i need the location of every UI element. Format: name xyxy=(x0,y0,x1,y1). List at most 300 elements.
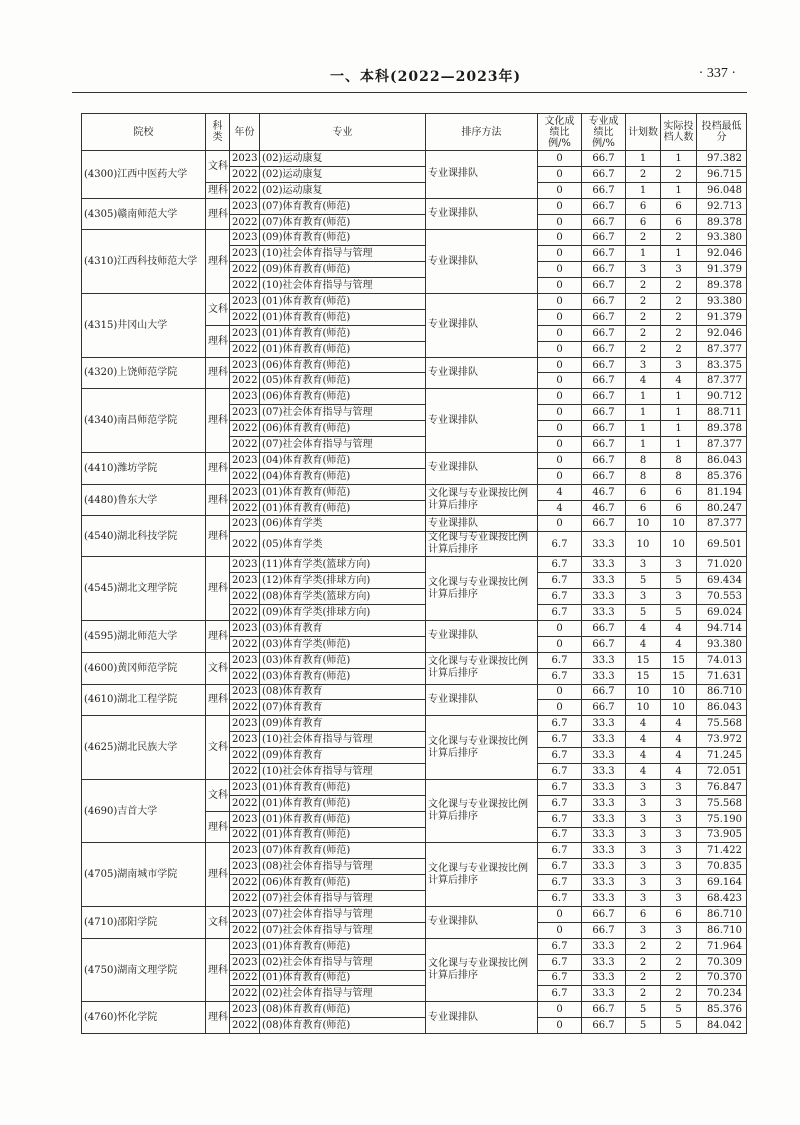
major-cell: (07)社会体育指导与管理 xyxy=(260,891,426,907)
sort-method-cell: 文化课与专业课按比例计算后排序 xyxy=(426,532,538,557)
col-header: 文化成绩比例/% xyxy=(538,114,582,151)
actual-count-cell: 6 xyxy=(661,214,697,230)
major-ratio-cell: 33.3 xyxy=(582,954,626,970)
plan-count-cell: 3 xyxy=(626,827,661,843)
actual-count-cell: 2 xyxy=(661,986,697,1002)
major-ratio-cell: 66.7 xyxy=(582,389,626,405)
actual-count-cell: 2 xyxy=(661,294,697,310)
min-score-cell: 96.715 xyxy=(697,166,747,182)
year-cell: 2023 xyxy=(230,389,260,405)
actual-count-cell: 2 xyxy=(661,278,697,294)
min-score-cell: 92.046 xyxy=(697,325,747,341)
min-score-cell: 69.164 xyxy=(697,875,747,891)
major-cell: (01)体育教育(师范) xyxy=(260,484,426,500)
major-cell: (06)体育教育(师范) xyxy=(260,357,426,373)
major-ratio-cell: 66.7 xyxy=(582,437,626,453)
year-cell: 2022 xyxy=(230,827,260,843)
plan-count-cell: 4 xyxy=(626,716,661,732)
year-cell: 2023 xyxy=(230,620,260,636)
min-score-cell: 74.013 xyxy=(697,652,747,668)
major-ratio-cell: 33.3 xyxy=(582,779,626,795)
plan-count-cell: 3 xyxy=(626,811,661,827)
actual-count-cell: 8 xyxy=(661,452,697,468)
culture-ratio-cell: 0 xyxy=(538,684,582,700)
sort-method-cell: 专业课排队 xyxy=(426,357,538,389)
sort-method-cell: 专业课排队 xyxy=(426,452,538,484)
culture-ratio-cell: 0 xyxy=(538,1002,582,1018)
col-header: 科类 xyxy=(206,114,230,151)
year-cell: 2022 xyxy=(230,373,260,389)
plan-count-cell: 3 xyxy=(626,357,661,373)
culture-ratio-cell: 6.7 xyxy=(538,763,582,779)
major-cell: (11)体育学类(篮球方向) xyxy=(260,557,426,573)
year-cell: 2022 xyxy=(230,421,260,437)
plan-count-cell: 1 xyxy=(626,151,661,167)
year-cell: 2023 xyxy=(230,843,260,859)
culture-ratio-cell: 6.7 xyxy=(538,875,582,891)
major-cell: (10)社会体育指导与管理 xyxy=(260,732,426,748)
year-cell: 2022 xyxy=(230,166,260,182)
min-score-cell: 76.847 xyxy=(697,779,747,795)
major-cell: (07)社会体育指导与管理 xyxy=(260,405,426,421)
sort-method-cell: 专业课排队 xyxy=(426,230,538,294)
actual-count-cell: 10 xyxy=(661,700,697,716)
school-cell: (4610)湖北工程学院 xyxy=(82,684,206,716)
actual-count-cell: 1 xyxy=(661,389,697,405)
major-ratio-cell: 66.7 xyxy=(582,452,626,468)
year-cell: 2022 xyxy=(230,1018,260,1034)
plan-count-cell: 3 xyxy=(626,262,661,278)
min-score-cell: 89.378 xyxy=(697,278,747,294)
min-score-cell: 80.247 xyxy=(697,500,747,516)
year-cell: 2023 xyxy=(230,938,260,954)
major-cell: (07)体育教育(师范) xyxy=(260,198,426,214)
category-cell: 理科 xyxy=(206,325,230,357)
category-cell: 理科 xyxy=(206,1002,230,1034)
min-score-cell: 87.377 xyxy=(697,341,747,357)
culture-ratio-cell: 0 xyxy=(538,421,582,437)
major-cell: (03)体育教育(师范) xyxy=(260,668,426,684)
school-cell: (4480)鲁东大学 xyxy=(82,484,206,516)
major-ratio-cell: 66.7 xyxy=(582,373,626,389)
min-score-cell: 73.972 xyxy=(697,732,747,748)
table-header-row xyxy=(82,114,747,151)
category-cell: 文科 xyxy=(206,716,230,780)
min-score-cell: 70.234 xyxy=(697,986,747,1002)
min-score-cell: 93.380 xyxy=(697,230,747,246)
actual-count-cell: 3 xyxy=(661,827,697,843)
min-score-cell: 89.378 xyxy=(697,214,747,230)
actual-count-cell: 1 xyxy=(661,151,697,167)
major-ratio-cell: 33.3 xyxy=(582,605,626,621)
actual-count-cell: 2 xyxy=(661,341,697,357)
actual-count-cell: 4 xyxy=(661,373,697,389)
actual-count-cell: 6 xyxy=(661,906,697,922)
school-cell: (4750)湖南文理学院 xyxy=(82,938,206,1002)
actual-count-cell: 2 xyxy=(661,230,697,246)
col-header: 院校 xyxy=(82,114,206,151)
min-score-cell: 69.501 xyxy=(697,532,747,557)
major-cell: (08)体育教育(师范) xyxy=(260,1002,426,1018)
major-cell: (07)社会体育指导与管理 xyxy=(260,437,426,453)
actual-count-cell: 3 xyxy=(661,589,697,605)
year-cell: 2023 xyxy=(230,1002,260,1018)
major-cell: (04)体育教育(师范) xyxy=(260,452,426,468)
min-score-cell: 87.377 xyxy=(697,516,747,532)
plan-count-cell: 1 xyxy=(626,405,661,421)
min-score-cell: 70.370 xyxy=(697,970,747,986)
culture-ratio-cell: 6.7 xyxy=(538,605,582,621)
min-score-cell: 71.245 xyxy=(697,748,747,764)
min-score-cell: 86.710 xyxy=(697,922,747,938)
major-cell: (06)体育教育(师范) xyxy=(260,389,426,405)
table-row xyxy=(82,716,747,732)
major-cell: (09)体育教育 xyxy=(260,748,426,764)
culture-ratio-cell: 0 xyxy=(538,198,582,214)
plan-count-cell: 2 xyxy=(626,278,661,294)
min-score-cell: 71.422 xyxy=(697,843,747,859)
min-score-cell: 81.194 xyxy=(697,484,747,500)
actual-count-cell: 3 xyxy=(661,859,697,875)
school-cell: (4595)湖北师范大学 xyxy=(82,620,206,652)
major-cell: (02)运动康复 xyxy=(260,182,426,198)
year-cell: 2022 xyxy=(230,437,260,453)
major-ratio-cell: 33.3 xyxy=(582,763,626,779)
year-cell: 2022 xyxy=(230,636,260,652)
actual-count-cell: 5 xyxy=(661,1002,697,1018)
min-score-cell: 70.553 xyxy=(697,589,747,605)
major-ratio-cell: 33.3 xyxy=(582,732,626,748)
culture-ratio-cell: 0 xyxy=(538,357,582,373)
year-cell: 2022 xyxy=(230,875,260,891)
major-ratio-cell: 66.7 xyxy=(582,294,626,310)
culture-ratio-cell: 0 xyxy=(538,246,582,262)
major-cell: (05)体育学类 xyxy=(260,532,426,557)
sort-method-cell: 文化课与专业课按比例计算后排序 xyxy=(426,716,538,780)
plan-count-cell: 1 xyxy=(626,389,661,405)
plan-count-cell: 4 xyxy=(626,636,661,652)
major-ratio-cell: 33.3 xyxy=(582,875,626,891)
min-score-cell: 97.382 xyxy=(697,151,747,167)
culture-ratio-cell: 6.7 xyxy=(538,891,582,907)
year-cell: 2023 xyxy=(230,954,260,970)
actual-count-cell: 2 xyxy=(661,166,697,182)
culture-ratio-cell: 0 xyxy=(538,437,582,453)
table-row xyxy=(82,230,747,246)
major-cell: (09)体育教育 xyxy=(260,716,426,732)
min-score-cell: 93.380 xyxy=(697,636,747,652)
category-cell: 理科 xyxy=(206,484,230,516)
year-cell: 2023 xyxy=(230,294,260,310)
plan-count-cell: 2 xyxy=(626,970,661,986)
major-ratio-cell: 66.7 xyxy=(582,357,626,373)
category-cell: 理科 xyxy=(206,684,230,716)
major-ratio-cell: 66.7 xyxy=(582,182,626,198)
min-score-cell: 90.712 xyxy=(697,389,747,405)
year-cell: 2022 xyxy=(230,500,260,516)
major-cell: (09)体育教育(师范) xyxy=(260,262,426,278)
major-cell: (09)体育教育(师范) xyxy=(260,230,426,246)
culture-ratio-cell: 6.7 xyxy=(538,827,582,843)
actual-count-cell: 1 xyxy=(661,437,697,453)
actual-count-cell: 5 xyxy=(661,573,697,589)
major-cell: (08)体育教育 xyxy=(260,684,426,700)
culture-ratio-cell: 0 xyxy=(538,278,582,294)
actual-count-cell: 5 xyxy=(661,605,697,621)
major-ratio-cell: 66.7 xyxy=(582,325,626,341)
culture-ratio-cell: 6.7 xyxy=(538,795,582,811)
culture-ratio-cell: 6.7 xyxy=(538,668,582,684)
culture-ratio-cell: 0 xyxy=(538,620,582,636)
school-cell: (4545)湖北文理学院 xyxy=(82,557,206,621)
year-cell: 2022 xyxy=(230,341,260,357)
major-cell: (01)体育教育(师范) xyxy=(260,795,426,811)
culture-ratio-cell: 6.7 xyxy=(538,716,582,732)
plan-count-cell: 5 xyxy=(626,1018,661,1034)
major-cell: (01)体育教育(师范) xyxy=(260,309,426,325)
category-cell: 理科 xyxy=(206,182,230,198)
major-ratio-cell: 66.7 xyxy=(582,636,626,652)
major-cell: (01)体育教育(师范) xyxy=(260,970,426,986)
culture-ratio-cell: 0 xyxy=(538,151,582,167)
school-cell: (4315)井冈山大学 xyxy=(82,294,206,358)
major-ratio-cell: 33.3 xyxy=(582,811,626,827)
culture-ratio-cell: 0 xyxy=(538,166,582,182)
category-cell: 文科 xyxy=(206,294,230,326)
major-ratio-cell: 33.3 xyxy=(582,573,626,589)
plan-count-cell: 1 xyxy=(626,421,661,437)
sort-method-cell: 专业课排队 xyxy=(426,151,538,199)
min-score-cell: 91.379 xyxy=(697,309,747,325)
major-ratio-cell: 66.7 xyxy=(582,922,626,938)
min-score-cell: 92.046 xyxy=(697,246,747,262)
culture-ratio-cell: 4 xyxy=(538,500,582,516)
col-header: 排序方法 xyxy=(426,114,538,151)
actual-count-cell: 4 xyxy=(661,732,697,748)
year-cell: 2023 xyxy=(230,716,260,732)
min-score-cell: 85.376 xyxy=(697,468,747,484)
col-header: 专业 xyxy=(260,114,426,151)
plan-count-cell: 4 xyxy=(626,373,661,389)
major-ratio-cell: 66.7 xyxy=(582,700,626,716)
actual-count-cell: 1 xyxy=(661,246,697,262)
culture-ratio-cell: 6.7 xyxy=(538,970,582,986)
table-row xyxy=(82,843,747,859)
actual-count-cell: 4 xyxy=(661,620,697,636)
table-row xyxy=(82,652,747,668)
school-cell: (4540)湖北科技学院 xyxy=(82,516,206,557)
culture-ratio-cell: 6.7 xyxy=(538,843,582,859)
year-cell: 2022 xyxy=(230,468,260,484)
min-score-cell: 68.423 xyxy=(697,891,747,907)
culture-ratio-cell: 0 xyxy=(538,262,582,278)
min-score-cell: 84.042 xyxy=(697,1018,747,1034)
major-ratio-cell: 46.7 xyxy=(582,500,626,516)
year-cell: 2023 xyxy=(230,811,260,827)
min-score-cell: 96.048 xyxy=(697,182,747,198)
col-header: 实际投档人数 xyxy=(661,114,697,151)
culture-ratio-cell: 6.7 xyxy=(538,811,582,827)
year-cell: 2022 xyxy=(230,605,260,621)
school-cell: (4305)赣南师范大学 xyxy=(82,198,206,230)
major-cell: (03)体育教育 xyxy=(260,620,426,636)
plan-count-cell: 2 xyxy=(626,938,661,954)
plan-count-cell: 6 xyxy=(626,500,661,516)
sort-method-cell: 专业课排队 xyxy=(426,389,538,453)
major-ratio-cell: 66.7 xyxy=(582,230,626,246)
category-cell: 理科 xyxy=(206,357,230,389)
table-row xyxy=(82,938,747,954)
plan-count-cell: 4 xyxy=(626,732,661,748)
sort-method-cell: 专业课排队 xyxy=(426,198,538,230)
school-cell: (4300)江西中医药大学 xyxy=(82,151,206,199)
major-cell: (08)体育学类(篮球方向) xyxy=(260,589,426,605)
plan-count-cell: 2 xyxy=(626,954,661,970)
sort-method-cell: 专业课排队 xyxy=(426,620,538,652)
actual-count-cell: 3 xyxy=(661,795,697,811)
table-row xyxy=(82,389,747,405)
actual-count-cell: 15 xyxy=(661,668,697,684)
min-score-cell: 70.309 xyxy=(697,954,747,970)
plan-count-cell: 8 xyxy=(626,452,661,468)
major-cell: (02)社会体育指导与管理 xyxy=(260,954,426,970)
actual-count-cell: 10 xyxy=(661,516,697,532)
sort-method-cell: 文化课与专业课按比例计算后排序 xyxy=(426,938,538,1002)
actual-count-cell: 4 xyxy=(661,716,697,732)
school-cell: (4710)邵阳学院 xyxy=(82,906,206,938)
actual-count-cell: 3 xyxy=(661,262,697,278)
culture-ratio-cell: 0 xyxy=(538,516,582,532)
major-ratio-cell: 66.7 xyxy=(582,516,626,532)
category-cell: 理科 xyxy=(206,389,230,453)
table-row xyxy=(82,357,747,373)
major-cell: (01)体育教育(师范) xyxy=(260,938,426,954)
min-score-cell: 86.710 xyxy=(697,906,747,922)
actual-count-cell: 1 xyxy=(661,405,697,421)
year-cell: 2022 xyxy=(230,795,260,811)
year-cell: 2023 xyxy=(230,732,260,748)
actual-count-cell: 4 xyxy=(661,763,697,779)
min-score-cell: 86.043 xyxy=(697,452,747,468)
year-cell: 2022 xyxy=(230,668,260,684)
culture-ratio-cell: 0 xyxy=(538,294,582,310)
culture-ratio-cell: 0 xyxy=(538,636,582,652)
category-cell: 文科 xyxy=(206,779,230,811)
culture-ratio-cell: 0 xyxy=(538,341,582,357)
plan-count-cell: 3 xyxy=(626,875,661,891)
school-cell: (4760)怀化学院 xyxy=(82,1002,206,1034)
plan-count-cell: 2 xyxy=(626,325,661,341)
culture-ratio-cell: 0 xyxy=(538,700,582,716)
major-ratio-cell: 66.7 xyxy=(582,166,626,182)
major-ratio-cell: 66.7 xyxy=(582,151,626,167)
school-cell: (4320)上饶师范学院 xyxy=(82,357,206,389)
min-score-cell: 70.835 xyxy=(697,859,747,875)
culture-ratio-cell: 0 xyxy=(538,325,582,341)
culture-ratio-cell: 0 xyxy=(538,389,582,405)
major-cell: (07)社会体育指导与管理 xyxy=(260,906,426,922)
year-cell: 2023 xyxy=(230,906,260,922)
major-ratio-cell: 33.3 xyxy=(582,843,626,859)
sort-method-cell: 专业课排队 xyxy=(426,1002,538,1034)
major-ratio-cell: 66.7 xyxy=(582,278,626,294)
year-cell: 2022 xyxy=(230,891,260,907)
major-ratio-cell: 33.3 xyxy=(582,859,626,875)
school-cell: (4310)江西科技师范大学 xyxy=(82,230,206,294)
year-cell: 2023 xyxy=(230,516,260,532)
plan-count-cell: 1 xyxy=(626,246,661,262)
school-cell: (4410)潍坊学院 xyxy=(82,452,206,484)
major-ratio-cell: 66.7 xyxy=(582,341,626,357)
major-cell: (07)体育教育(师范) xyxy=(260,843,426,859)
culture-ratio-cell: 6.7 xyxy=(538,779,582,795)
min-score-cell: 75.568 xyxy=(697,795,747,811)
year-cell: 2023 xyxy=(230,573,260,589)
sort-method-cell: 专业课排队 xyxy=(426,906,538,938)
min-score-cell: 86.710 xyxy=(697,684,747,700)
major-ratio-cell: 33.3 xyxy=(582,986,626,1002)
culture-ratio-cell: 0 xyxy=(538,468,582,484)
year-cell: 2023 xyxy=(230,652,260,668)
plan-count-cell: 15 xyxy=(626,668,661,684)
culture-ratio-cell: 6.7 xyxy=(538,859,582,875)
major-ratio-cell: 66.7 xyxy=(582,620,626,636)
major-cell: (01)体育教育(师范) xyxy=(260,325,426,341)
table-row xyxy=(82,516,747,532)
plan-count-cell: 3 xyxy=(626,557,661,573)
sort-method-cell: 文化课与专业课按比例计算后排序 xyxy=(426,779,538,843)
major-cell: (01)体育教育(师范) xyxy=(260,827,426,843)
major-cell: (05)体育教育(师范) xyxy=(260,373,426,389)
major-cell: (01)体育教育(师范) xyxy=(260,779,426,795)
major-ratio-cell: 33.3 xyxy=(582,668,626,684)
plan-count-cell: 3 xyxy=(626,795,661,811)
year-cell: 2023 xyxy=(230,779,260,795)
year-cell: 2022 xyxy=(230,748,260,764)
plan-count-cell: 6 xyxy=(626,198,661,214)
actual-count-cell: 5 xyxy=(661,1018,697,1034)
major-cell: (01)体育教育(师范) xyxy=(260,811,426,827)
culture-ratio-cell: 6.7 xyxy=(538,589,582,605)
major-ratio-cell: 33.3 xyxy=(582,938,626,954)
year-cell: 2022 xyxy=(230,309,260,325)
min-score-cell: 86.043 xyxy=(697,700,747,716)
year-cell: 2022 xyxy=(230,262,260,278)
major-cell: (10)社会体育指导与管理 xyxy=(260,278,426,294)
school-cell: (4340)南昌师范学院 xyxy=(82,389,206,453)
plan-count-cell: 10 xyxy=(626,684,661,700)
actual-count-cell: 2 xyxy=(661,970,697,986)
actual-count-cell: 4 xyxy=(661,748,697,764)
major-cell: (01)体育教育(师范) xyxy=(260,294,426,310)
plan-count-cell: 3 xyxy=(626,779,661,795)
culture-ratio-cell: 0 xyxy=(538,182,582,198)
culture-ratio-cell: 6.7 xyxy=(538,748,582,764)
min-score-cell: 89.378 xyxy=(697,421,747,437)
actual-count-cell: 6 xyxy=(661,198,697,214)
year-cell: 2023 xyxy=(230,230,260,246)
culture-ratio-cell: 6.7 xyxy=(538,954,582,970)
actual-count-cell: 3 xyxy=(661,357,697,373)
plan-count-cell: 10 xyxy=(626,516,661,532)
min-score-cell: 91.379 xyxy=(697,262,747,278)
year-cell: 2023 xyxy=(230,325,260,341)
actual-count-cell: 3 xyxy=(661,843,697,859)
actual-count-cell: 10 xyxy=(661,532,697,557)
actual-count-cell: 6 xyxy=(661,484,697,500)
year-cell: 2022 xyxy=(230,589,260,605)
actual-count-cell: 1 xyxy=(661,182,697,198)
